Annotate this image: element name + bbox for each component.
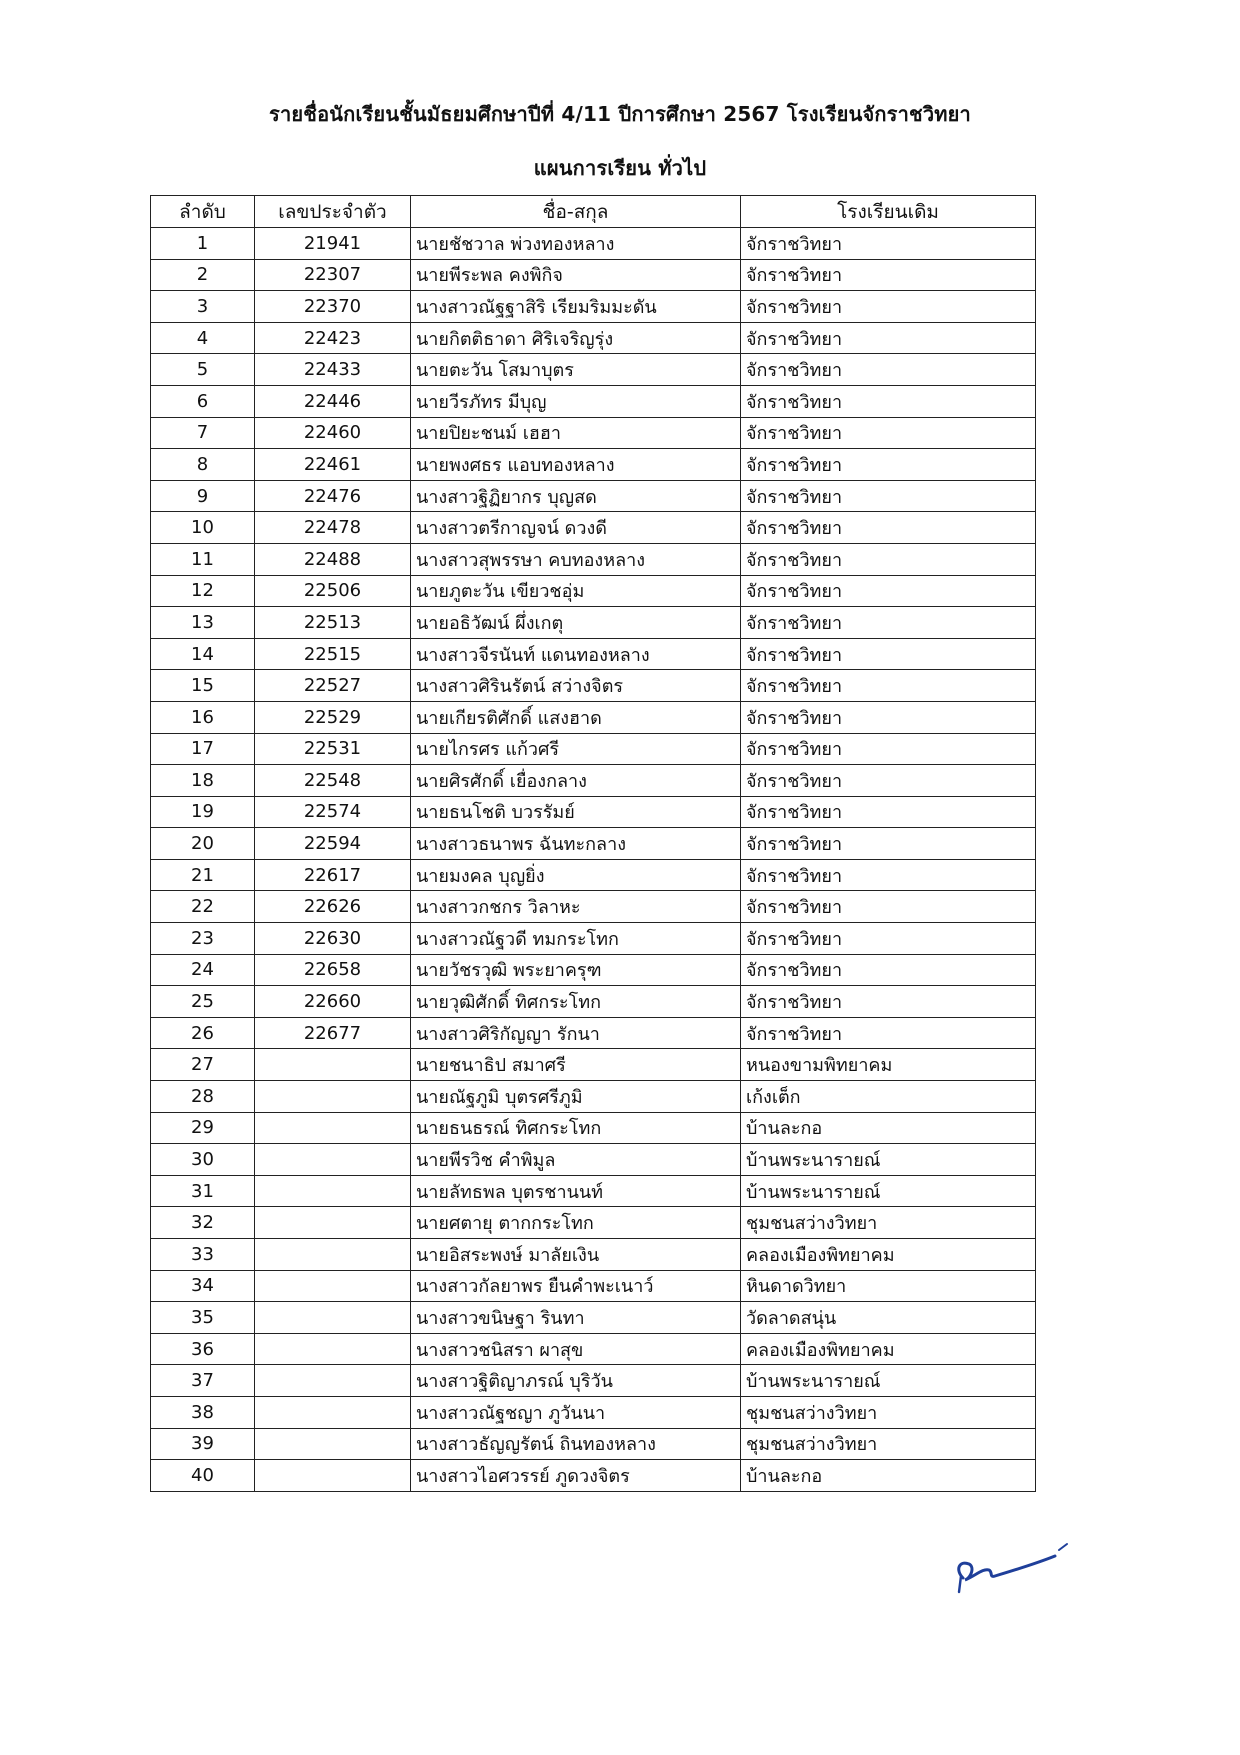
row-previous-school: วัดลาดสนุ่น bbox=[741, 1302, 1036, 1334]
row-seq: 32 bbox=[151, 1207, 255, 1239]
row-previous-school: จักราชวิทยา bbox=[741, 701, 1036, 733]
table-row bbox=[151, 385, 1036, 417]
row-seq: 11 bbox=[151, 543, 255, 575]
row-full-name: นางสาวชนิสรา ผาสุข bbox=[411, 1333, 741, 1365]
signature-stroke bbox=[959, 1556, 1055, 1580]
table-row bbox=[151, 1460, 1036, 1492]
row-full-name: นายวัชรวุฒิ พระยาครุฑ bbox=[411, 954, 741, 986]
row-previous-school: จักราชวิทยา bbox=[741, 1017, 1036, 1049]
row-full-name: นางสาวฐิติญาภรณ์ บุริวัน bbox=[411, 1365, 741, 1397]
table-row bbox=[151, 638, 1036, 670]
row-full-name: นายลัทธพล บุตรชานนท์ bbox=[411, 1175, 741, 1207]
row-seq: 25 bbox=[151, 986, 255, 1018]
table-row bbox=[151, 1112, 1036, 1144]
row-full-name: นางสาวกัลยาพร ยืนคำพะเนาว์ bbox=[411, 1270, 741, 1302]
row-seq: 2 bbox=[151, 259, 255, 291]
row-student-id bbox=[255, 1396, 411, 1428]
row-seq: 13 bbox=[151, 607, 255, 639]
row-seq: 23 bbox=[151, 923, 255, 955]
row-student-id bbox=[255, 1144, 411, 1176]
table-body bbox=[151, 228, 1036, 1492]
row-student-id: 22506 bbox=[255, 575, 411, 607]
row-seq: 35 bbox=[151, 1302, 255, 1334]
row-full-name: นางสาวธัญญรัตน์ ถินทองหลาง bbox=[411, 1428, 741, 1460]
row-previous-school: จักราชวิทยา bbox=[741, 638, 1036, 670]
table-row bbox=[151, 828, 1036, 860]
row-previous-school: บ้านละกอ bbox=[741, 1112, 1036, 1144]
row-seq: 18 bbox=[151, 765, 255, 797]
row-previous-school: จักราชวิทยา bbox=[741, 575, 1036, 607]
table-row bbox=[151, 1017, 1036, 1049]
row-student-id bbox=[255, 1333, 411, 1365]
row-seq: 5 bbox=[151, 354, 255, 386]
row-student-id: 22370 bbox=[255, 291, 411, 323]
row-seq: 24 bbox=[151, 954, 255, 986]
row-student-id bbox=[255, 1365, 411, 1397]
row-full-name: นายมงคล บุญยิ่ง bbox=[411, 859, 741, 891]
table-row bbox=[151, 417, 1036, 449]
row-full-name: นางสาวศิริกัญญา รักนา bbox=[411, 1017, 741, 1049]
table-row bbox=[151, 954, 1036, 986]
row-previous-school: จักราชวิทยา bbox=[741, 923, 1036, 955]
row-seq: 40 bbox=[151, 1460, 255, 1492]
row-seq: 33 bbox=[151, 1239, 255, 1271]
table-row bbox=[151, 1049, 1036, 1081]
row-student-id: 22488 bbox=[255, 543, 411, 575]
table-row bbox=[151, 1365, 1036, 1397]
row-full-name: นางสาวศิรินรัตน์ สว่างจิตร bbox=[411, 670, 741, 702]
table-row bbox=[151, 923, 1036, 955]
row-previous-school: บ้านละกอ bbox=[741, 1460, 1036, 1492]
row-student-id: 22617 bbox=[255, 859, 411, 891]
header-seq: ลำดับ bbox=[151, 196, 255, 228]
row-previous-school: หนองขามพิทยาคม bbox=[741, 1049, 1036, 1081]
table-row bbox=[151, 859, 1036, 891]
row-full-name: นายวีรภัทร มีบุญ bbox=[411, 385, 741, 417]
header-previous-school: โรงเรียนเดิม bbox=[741, 196, 1036, 228]
row-previous-school: จักราชวิทยา bbox=[741, 480, 1036, 512]
row-student-id: 22307 bbox=[255, 259, 411, 291]
row-student-id: 22460 bbox=[255, 417, 411, 449]
row-full-name: นายไกรศร แก้วศรี bbox=[411, 733, 741, 765]
table-row bbox=[151, 1207, 1036, 1239]
row-seq: 19 bbox=[151, 796, 255, 828]
row-student-id: 22574 bbox=[255, 796, 411, 828]
row-full-name: นายธนโชติ บวรรัมย์ bbox=[411, 796, 741, 828]
row-student-id bbox=[255, 1049, 411, 1081]
row-previous-school: จักราชวิทยา bbox=[741, 543, 1036, 575]
table-row bbox=[151, 354, 1036, 386]
row-previous-school: จักราชวิทยา bbox=[741, 828, 1036, 860]
row-student-id: 22660 bbox=[255, 986, 411, 1018]
row-previous-school: จักราชวิทยา bbox=[741, 322, 1036, 354]
row-previous-school: บ้านพระนารายณ์ bbox=[741, 1144, 1036, 1176]
row-full-name: นายณัฐภูมิ บุตรศรีภูมิ bbox=[411, 1081, 741, 1113]
row-student-id: 22446 bbox=[255, 385, 411, 417]
row-seq: 8 bbox=[151, 449, 255, 481]
row-student-id bbox=[255, 1460, 411, 1492]
table-row bbox=[151, 891, 1036, 923]
row-seq: 4 bbox=[151, 322, 255, 354]
row-full-name: นายชนาธิป สมาศรี bbox=[411, 1049, 741, 1081]
table-row bbox=[151, 1175, 1036, 1207]
row-previous-school: จักราชวิทยา bbox=[741, 417, 1036, 449]
table-row bbox=[151, 607, 1036, 639]
signature-tick bbox=[1059, 1544, 1067, 1550]
row-previous-school: คลองเมืองพิทยาคม bbox=[741, 1333, 1036, 1365]
row-student-id: 22529 bbox=[255, 701, 411, 733]
row-seq: 29 bbox=[151, 1112, 255, 1144]
table-row bbox=[151, 765, 1036, 797]
row-seq: 15 bbox=[151, 670, 255, 702]
header-student-id: เลขประจำตัว bbox=[255, 196, 411, 228]
row-student-id bbox=[255, 1207, 411, 1239]
row-full-name: นายพีระพล คงพิกิจ bbox=[411, 259, 741, 291]
row-full-name: นางสาวไอศวรรย์ ภูดวงจิตร bbox=[411, 1460, 741, 1492]
row-student-id: 22531 bbox=[255, 733, 411, 765]
row-seq: 20 bbox=[151, 828, 255, 860]
row-seq: 6 bbox=[151, 385, 255, 417]
row-full-name: นายศิรศักดิ์ เยื่องกลาง bbox=[411, 765, 741, 797]
row-seq: 3 bbox=[151, 291, 255, 323]
row-previous-school: ชุมชนสว่างวิทยา bbox=[741, 1207, 1036, 1239]
row-previous-school: จักราชวิทยา bbox=[741, 291, 1036, 323]
row-student-id: 22515 bbox=[255, 638, 411, 670]
row-previous-school: บ้านพระนารายณ์ bbox=[741, 1365, 1036, 1397]
row-seq: 37 bbox=[151, 1365, 255, 1397]
table-row bbox=[151, 1270, 1036, 1302]
row-seq: 22 bbox=[151, 891, 255, 923]
row-full-name: นางสาวณัฐชญา ภูวันนา bbox=[411, 1396, 741, 1428]
row-full-name: นายวุฒิศักดิ์ ทิศกระโทก bbox=[411, 986, 741, 1018]
student-roster-table bbox=[150, 195, 1036, 1492]
row-seq: 14 bbox=[151, 638, 255, 670]
row-previous-school: จักราชวิทยา bbox=[741, 228, 1036, 260]
table-row bbox=[151, 1302, 1036, 1334]
table-row bbox=[151, 291, 1036, 323]
row-seq: 7 bbox=[151, 417, 255, 449]
table-header-row bbox=[151, 196, 1036, 228]
row-student-id: 22513 bbox=[255, 607, 411, 639]
table-row bbox=[151, 1396, 1036, 1428]
row-full-name: นายอิสระพงษ์ มาลัยเงิน bbox=[411, 1239, 741, 1271]
table-row bbox=[151, 480, 1036, 512]
row-previous-school: จักราชวิทยา bbox=[741, 859, 1036, 891]
row-student-id: 22594 bbox=[255, 828, 411, 860]
row-full-name: นายชัชวาล พ่วงทองหลาง bbox=[411, 228, 741, 260]
row-seq: 1 bbox=[151, 228, 255, 260]
row-previous-school: จักราชวิทยา bbox=[741, 259, 1036, 291]
row-full-name: นางสาวณัฐวดี ทมกระโทก bbox=[411, 923, 741, 955]
row-seq: 34 bbox=[151, 1270, 255, 1302]
row-previous-school: จักราชวิทยา bbox=[741, 796, 1036, 828]
row-full-name: นายเกียรติศักดิ์ แสงฮาด bbox=[411, 701, 741, 733]
header-full-name: ชื่อ-สกุล bbox=[411, 196, 741, 228]
row-student-id bbox=[255, 1239, 411, 1271]
row-student-id bbox=[255, 1302, 411, 1334]
document-subtitle: แผนการเรียน ทั่วไป bbox=[533, 156, 707, 180]
table-row bbox=[151, 1081, 1036, 1113]
table-row bbox=[151, 1239, 1036, 1271]
signature-image bbox=[935, 1520, 1075, 1600]
row-full-name: นายตะวัน โสมาบุตร bbox=[411, 354, 741, 386]
table-row bbox=[151, 322, 1036, 354]
row-seq: 39 bbox=[151, 1428, 255, 1460]
row-seq: 31 bbox=[151, 1175, 255, 1207]
row-student-id bbox=[255, 1175, 411, 1207]
table-row bbox=[151, 259, 1036, 291]
table-row bbox=[151, 986, 1036, 1018]
row-seq: 9 bbox=[151, 480, 255, 512]
row-full-name: นางสาวณัฐฐาสิริ เรียมริมมะดัน bbox=[411, 291, 741, 323]
row-full-name: นายพีรวิช คำพิมูล bbox=[411, 1144, 741, 1176]
table-row bbox=[151, 512, 1036, 544]
row-previous-school: จักราชวิทยา bbox=[741, 354, 1036, 386]
row-student-id: 22677 bbox=[255, 1017, 411, 1049]
row-seq: 10 bbox=[151, 512, 255, 544]
row-student-id bbox=[255, 1081, 411, 1113]
row-student-id: 22630 bbox=[255, 923, 411, 955]
row-student-id bbox=[255, 1428, 411, 1460]
table-row bbox=[151, 543, 1036, 575]
row-previous-school: จักราชวิทยา bbox=[741, 765, 1036, 797]
row-previous-school: จักราชวิทยา bbox=[741, 733, 1036, 765]
row-seq: 28 bbox=[151, 1081, 255, 1113]
row-seq: 30 bbox=[151, 1144, 255, 1176]
row-seq: 12 bbox=[151, 575, 255, 607]
row-seq: 17 bbox=[151, 733, 255, 765]
row-full-name: นางสาวตรีกาญจน์ ดวงดี bbox=[411, 512, 741, 544]
row-student-id: 22423 bbox=[255, 322, 411, 354]
row-full-name: นางสาวกชกร วิลาหะ bbox=[411, 891, 741, 923]
row-full-name: นางสาวขนิษฐา รินทา bbox=[411, 1302, 741, 1334]
table-row bbox=[151, 575, 1036, 607]
table-row bbox=[151, 733, 1036, 765]
row-student-id bbox=[255, 1112, 411, 1144]
table-row bbox=[151, 449, 1036, 481]
row-full-name: นางสาวฐิฏิยากร บุญสด bbox=[411, 480, 741, 512]
row-full-name: นางสาวสุพรรษา คบทองหลาง bbox=[411, 543, 741, 575]
row-student-id: 21941 bbox=[255, 228, 411, 260]
row-previous-school: จักราชวิทยา bbox=[741, 891, 1036, 923]
row-full-name: นายอธิวัฒน์ ผึ่งเกตุ bbox=[411, 607, 741, 639]
row-previous-school: จักราชวิทยา bbox=[741, 670, 1036, 702]
row-student-id: 22626 bbox=[255, 891, 411, 923]
table-row bbox=[151, 1333, 1036, 1365]
row-full-name: นายกิตติธาดา ศิริเจริญรุ่ง bbox=[411, 322, 741, 354]
row-full-name: นายภูตะวัน เขียวชอุ่ม bbox=[411, 575, 741, 607]
row-student-id: 22548 bbox=[255, 765, 411, 797]
row-seq: 38 bbox=[151, 1396, 255, 1428]
row-previous-school: หินดาดวิทยา bbox=[741, 1270, 1036, 1302]
signature-tail bbox=[959, 1576, 961, 1592]
row-full-name: นายธนธรณ์ ทิศกระโทก bbox=[411, 1112, 741, 1144]
table-row bbox=[151, 228, 1036, 260]
table-row bbox=[151, 1144, 1036, 1176]
row-student-id: 22658 bbox=[255, 954, 411, 986]
row-seq: 26 bbox=[151, 1017, 255, 1049]
row-full-name: นายปิยะชนม์ เฮฮา bbox=[411, 417, 741, 449]
row-previous-school: ชุมชนสว่างวิทยา bbox=[741, 1396, 1036, 1428]
row-previous-school: จักราชวิทยา bbox=[741, 954, 1036, 986]
row-full-name: นางสาวธนาพร ฉันทะกลาง bbox=[411, 828, 741, 860]
row-full-name: นายศตายุ ตากกระโทก bbox=[411, 1207, 741, 1239]
row-seq: 16 bbox=[151, 701, 255, 733]
row-previous-school: ชุมชนสว่างวิทยา bbox=[741, 1428, 1036, 1460]
row-previous-school: จักราชวิทยา bbox=[741, 385, 1036, 417]
document-title: รายชื่อนักเรียนชั้นมัธยมศึกษาปีที่ 4/11 ปีการศึกษา 2567 โรงเรียนจักราชวิทยา bbox=[269, 102, 971, 126]
row-student-id: 22476 bbox=[255, 480, 411, 512]
row-seq: 36 bbox=[151, 1333, 255, 1365]
row-previous-school: คลองเมืองพิทยาคม bbox=[741, 1239, 1036, 1271]
row-full-name: นางสาวจีรนันท์ แดนทองหลาง bbox=[411, 638, 741, 670]
row-student-id: 22433 bbox=[255, 354, 411, 386]
row-previous-school: จักราชวิทยา bbox=[741, 449, 1036, 481]
row-previous-school: เก้งเต็ก bbox=[741, 1081, 1036, 1113]
row-student-id: 22478 bbox=[255, 512, 411, 544]
row-student-id bbox=[255, 1270, 411, 1302]
row-previous-school: บ้านพระนารายณ์ bbox=[741, 1175, 1036, 1207]
row-previous-school: จักราชวิทยา bbox=[741, 607, 1036, 639]
row-previous-school: จักราชวิทยา bbox=[741, 512, 1036, 544]
row-full-name: นายพงศธร แอบทองหลาง bbox=[411, 449, 741, 481]
row-seq: 27 bbox=[151, 1049, 255, 1081]
table-row bbox=[151, 1428, 1036, 1460]
table-row bbox=[151, 701, 1036, 733]
row-seq: 21 bbox=[151, 859, 255, 891]
row-student-id: 22461 bbox=[255, 449, 411, 481]
table-row bbox=[151, 796, 1036, 828]
row-previous-school: จักราชวิทยา bbox=[741, 986, 1036, 1018]
row-student-id: 22527 bbox=[255, 670, 411, 702]
table-row bbox=[151, 670, 1036, 702]
